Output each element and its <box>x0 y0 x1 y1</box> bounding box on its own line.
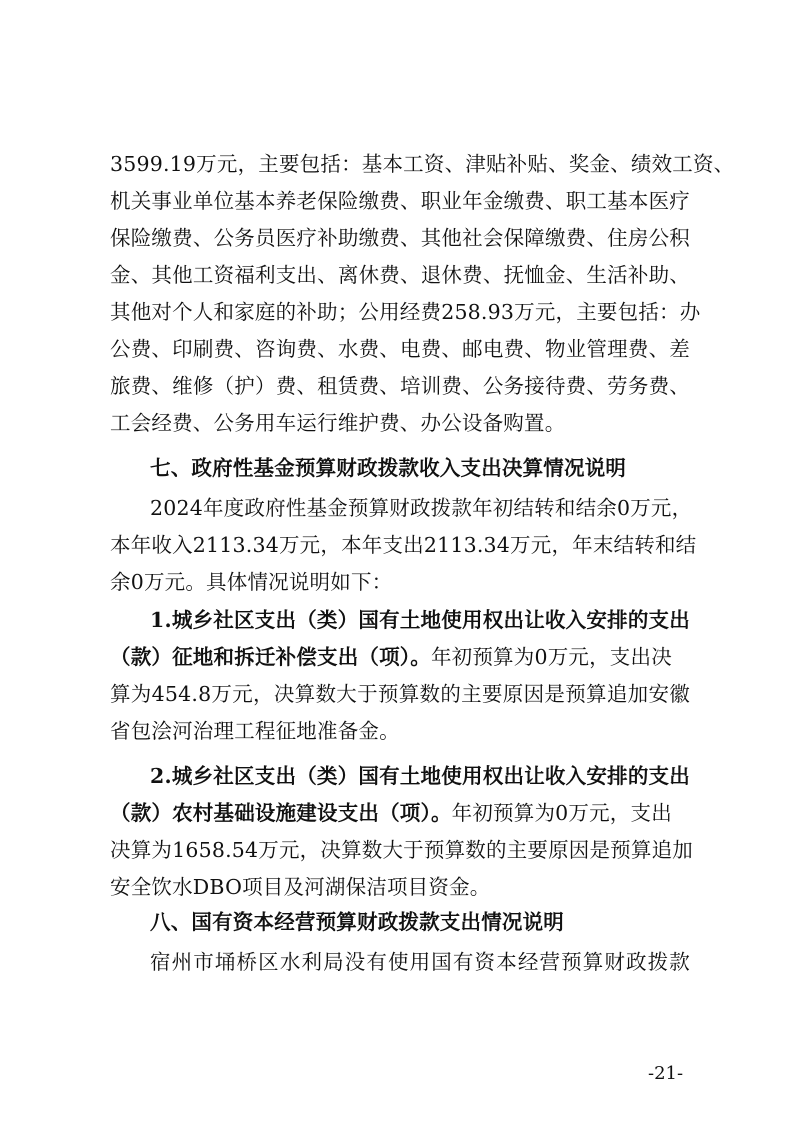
item1-title-cont: （款）征地和拆迁补偿支出（项）。 <box>110 645 431 669</box>
body-line: 保险缴费、公务员医疗补助缴费、其他社会保障缴费、住房公积 <box>110 226 690 250</box>
item1-title-line: 1.城乡社区支出（类）国有土地使用权出让收入安排的支出 <box>150 608 690 632</box>
item1-text: 年初预算为0万元，支出决 <box>430 645 672 669</box>
body-line: 金、其他工资福利支出、离休费、退休费、抚恤金、生活补助、 <box>110 263 690 287</box>
section-heading-7: 七、政府性基金预算财政拨款收入支出决算情况说明 <box>150 456 627 480</box>
body-line: 省包浍河治理工程征地准备金。 <box>110 719 400 743</box>
section-heading-8: 八、国有资本经营预算财政拨款支出情况说明 <box>150 910 564 934</box>
body-line: 公费、印刷费、咨询费、水费、电费、邮电费、物业管理费、差 <box>110 337 690 361</box>
body-line: 宿州市埇桥区水利局没有使用国有资本经营预算财政拨款 <box>150 950 690 974</box>
body-line: 决算为1658.54万元，决算数大于预算数的主要原因是预算追加 <box>110 838 693 862</box>
item2-text: 年初预算为0万元，支出 <box>451 801 672 825</box>
item1-line2 <box>110 641 690 674</box>
body-line: 2024年度政府性基金预算财政拨款年初结转和结余0万元， <box>150 496 693 520</box>
page-number: -21- <box>648 1063 684 1084</box>
body-line: 本年收入2113.34万元，本年支出2113.34万元，年末结转和结 <box>110 533 697 557</box>
body-line: 余0万元。具体情况说明如下： <box>110 570 393 594</box>
body-line: 旅费、维修（护）费、租赁费、培训费、公务接待费、劳务费、 <box>110 374 690 398</box>
body-line: 机关事业单位基本养老保险缴费、职业年金缴费、职工基本医疗 <box>110 189 690 213</box>
body-line: 安全饮水DBO项目及河湖保洁项目资金。 <box>110 875 491 899</box>
item2-title-line: 2.城乡社区支出（类）国有土地使用权出让收入安排的支出 <box>150 764 690 788</box>
body-line: 其他对个人和家庭的补助；公用经费258.93万元，主要包括：办 <box>110 300 701 324</box>
item2-line2 <box>110 797 690 830</box>
body-line: 算为454.8万元，决算数大于预算数的主要原因是预算追加安徽 <box>110 682 690 706</box>
body-line: 3599.19万元，主要包括：基本工资、津贴补贴、奖金、绩效工资、 <box>110 152 735 176</box>
body-line: 工会经费、公务用车运行维护费、办公设备购置。 <box>110 411 566 435</box>
item2-title-cont: （款）农村基础设施建设支出（项）。 <box>110 801 452 825</box>
